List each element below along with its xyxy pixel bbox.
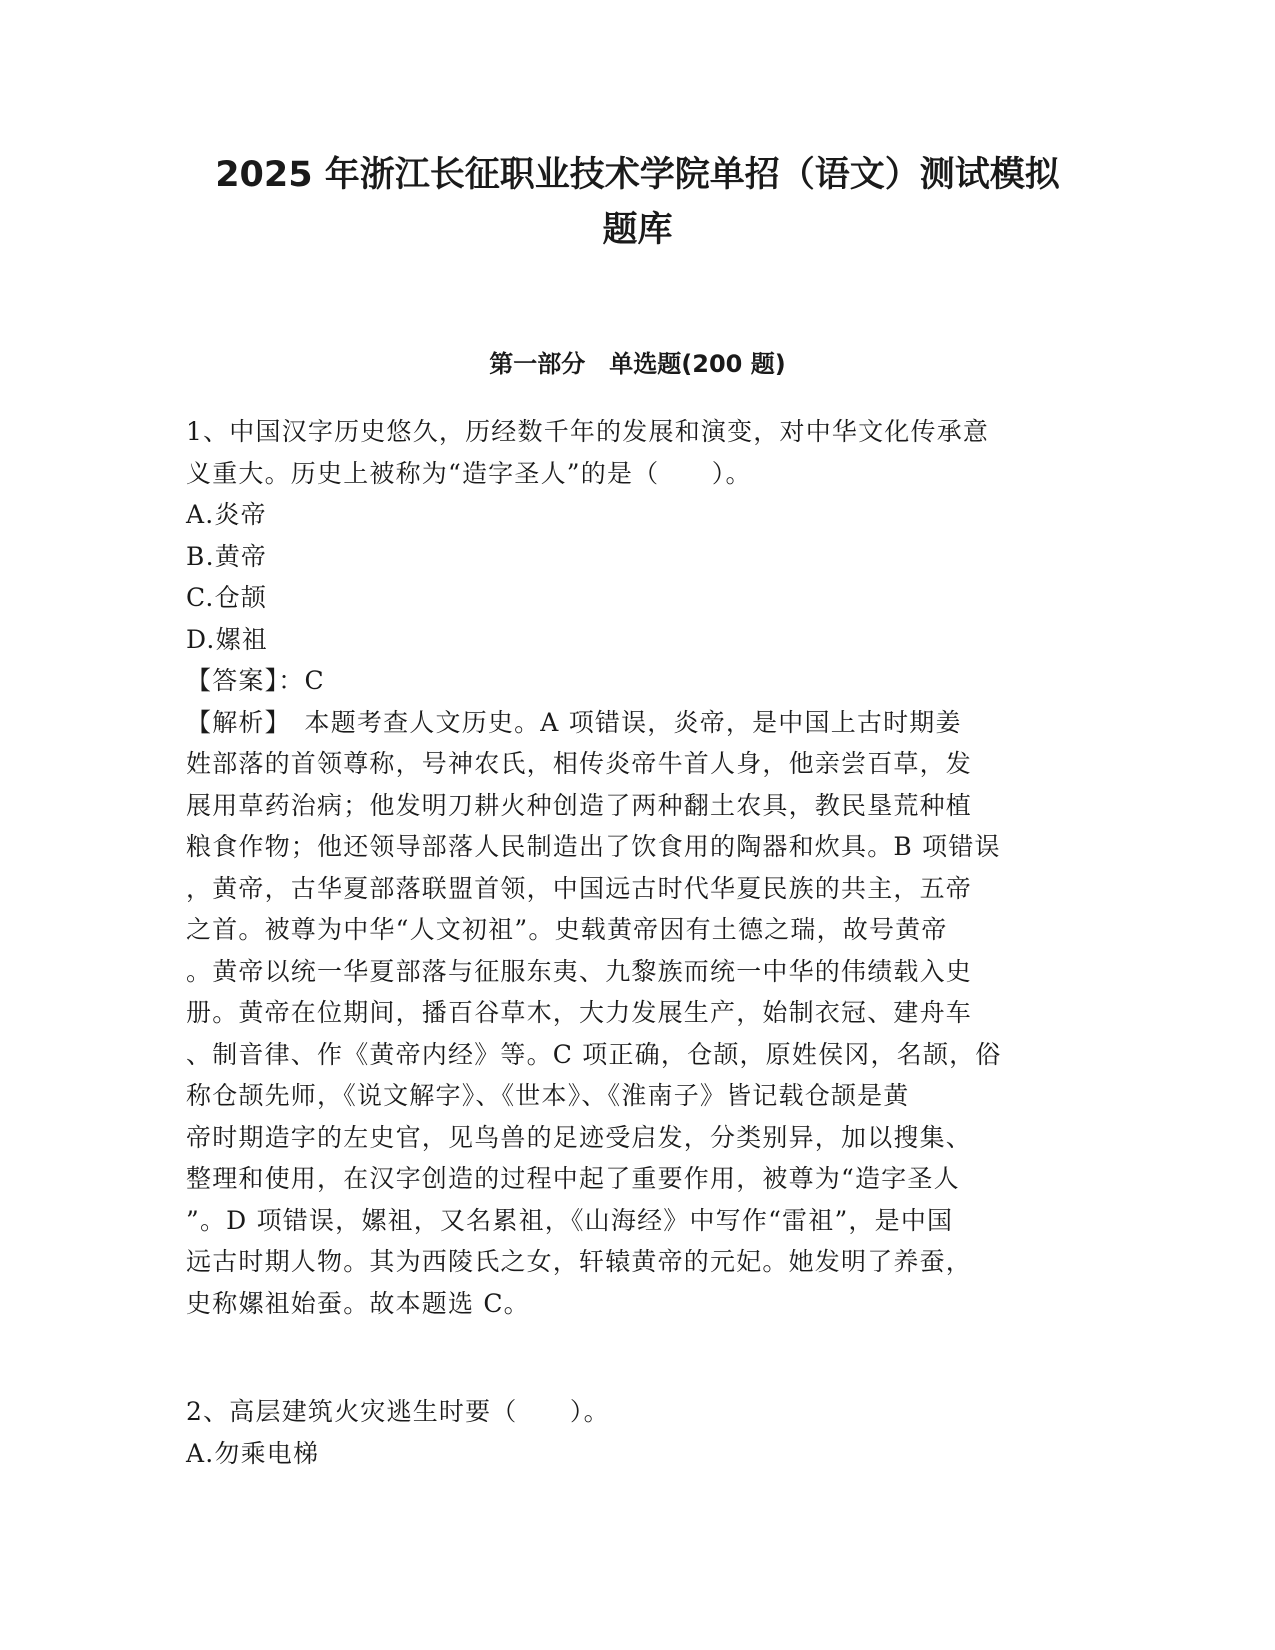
option-c: C.仓颉 (186, 583, 267, 612)
document-title: 2025 年浙江长征职业技术学院单招（语文）测试模拟 (215, 155, 1060, 195)
section-heading: 第一部分 单选题(200 题) (489, 350, 786, 378)
question-2 (186, 1391, 1086, 1474)
analysis-line: 帝时期造字的左史官，见鸟兽的足迹受启发，分类别异，加以搜集、 (186, 1122, 973, 1152)
analysis-line: 【解析】 本题考查人文历史。A 项错误，炎帝，是中国上古时期姜 (186, 707, 962, 737)
option-a: A.炎帝 (186, 500, 267, 529)
option-b: B.黄帝 (186, 541, 268, 571)
analysis-line: 。黄帝以统一华夏部落与征服东夷、九黎族而统一中华的伟绩载入史 (186, 956, 973, 986)
question-1 (186, 411, 1086, 1324)
analysis-line: 远古时期人物。其为西陵氏之女，轩辕黄帝的元妃。她发明了养蚕， (186, 1247, 973, 1276)
analysis-line: 姓部落的首领尊称，号神农氏，相传炎帝牛首人身，他亲尝百草，发 (186, 749, 973, 778)
question-stem: 1、中国汉字历史悠久，历经数千年的发展和演变，对中华文化传承意 (186, 417, 990, 446)
analysis-line: 展用草药治病；他发明刀耕火种创造了两种翻土农具，教民垦荒种植 (186, 790, 973, 820)
analysis-line: 、制音律、作《黄帝内经》等。C 项正确，仓颉，原姓侯冈，名颉，俗 (186, 1039, 1002, 1069)
analysis-line: 史称嫘祖始蚕。故本题选 C。 (186, 1288, 530, 1318)
question-stem: 义重大。历史上被称为“造字圣人”的是（ ）。 (186, 458, 752, 488)
analysis-line: 粮食作物；他还领导部落人民制造出了饮食用的陶器和炊具。B 项错误 (186, 832, 1001, 861)
analysis-line: 称仓颉先师，《说文解字》、《世本》、《淮南子》皆记载仓颉是黄 (186, 1081, 910, 1110)
document-title-continued: 题库 (602, 210, 673, 250)
question-stem: 2、高层建筑火灾逃生时要（ ）。 (186, 1397, 610, 1426)
analysis-line: 之首。被尊为中华“人文初祖”。史载黄帝因有土德之瑞，故号黄帝 (186, 915, 948, 944)
answer-line: 【答案】：C (186, 666, 325, 695)
analysis-line: 整理和使用，在汉字创造的过程中起了重要作用，被尊为“造字圣人 (186, 1164, 960, 1193)
option-a: A.勿乘电梯 (186, 1438, 320, 1468)
analysis-line: ”。D 项错误，嫘祖，又名累祖，《山海经》中写作“雷祖”，是中国 (186, 1205, 954, 1235)
analysis-line: 册。黄帝在位期间，播百谷草木，大力发展生产，始制衣冠、建舟车 (186, 998, 973, 1027)
analysis-line: ，黄帝，古华夏部落联盟首领，中国远古时代华夏民族的共主，五帝 (186, 873, 973, 903)
option-d: D.嫘祖 (186, 624, 268, 654)
